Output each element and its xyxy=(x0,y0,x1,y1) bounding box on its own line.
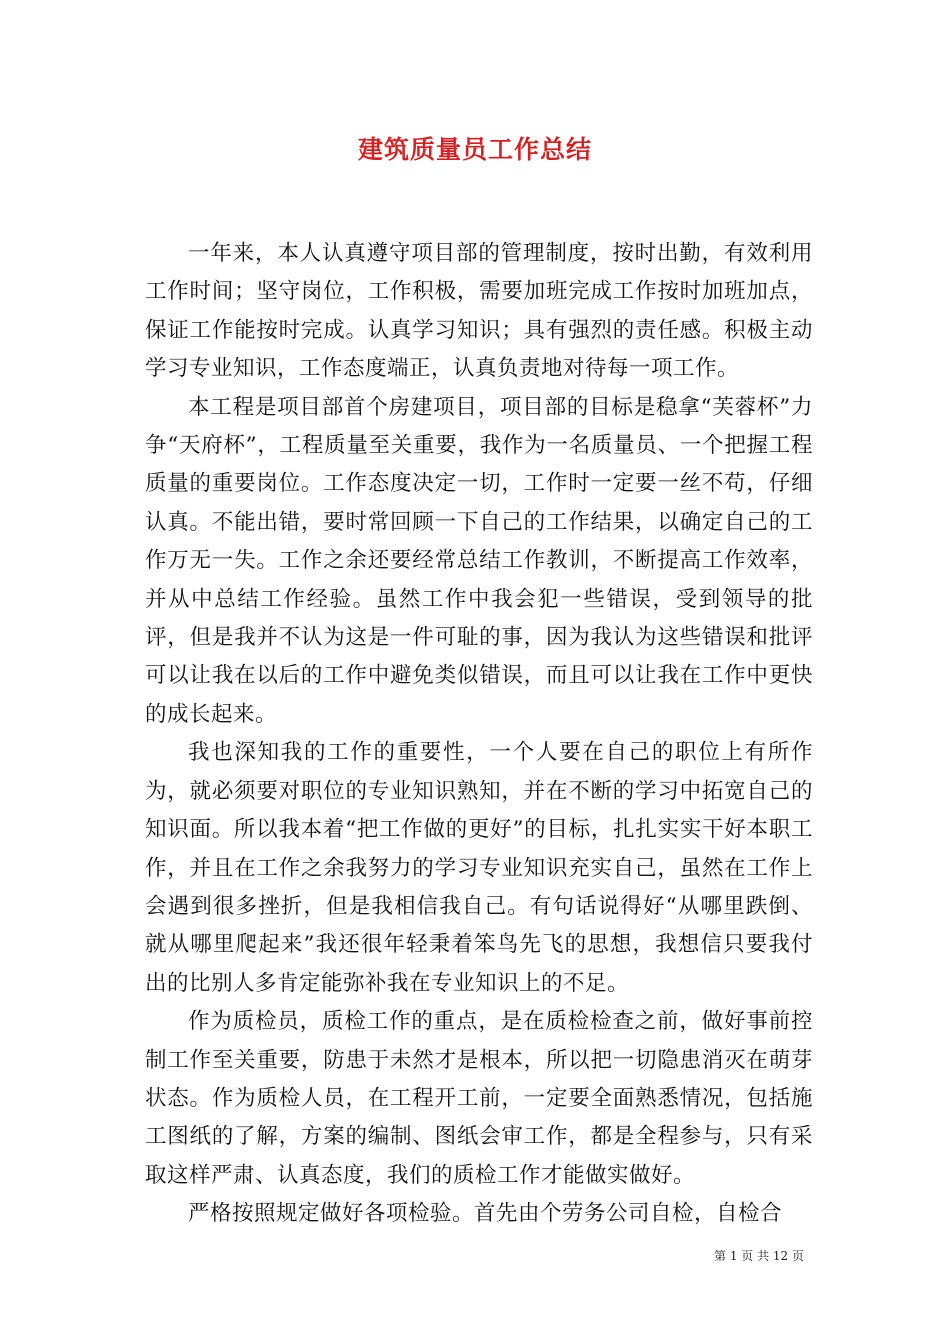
paragraph-2: 本工程是项目部首个房建项目，项目部的目标是稳拿“芙蓉杯”力争“天府杯”，工程质量至关重要，我作为一名质量员、一个把握工程质量的重要岗位。工作态度决定一切，工作时一定要一丝不苟，仔细认真。不能出错，要时常回顾一下自己的工作结果，以确定自己的工作万无一失。工作之余还要经常总结工作教训，不断提高工作效率，并从中总结工作经验。虽然工作中我会犯一些错误，受到领导的批评，但是我并不认为这是一件可耻的事，因为我认为这些错误和批评可以让我在以后的工作中避免类似错误，而且可以让我在工作中更快的成长起来。 xyxy=(145,394,813,727)
paragraph-5: 严格按照规定做好各项检验。首先由个劳务公司自检，自检合 xyxy=(188,1201,783,1227)
page-number-footer: 第 1 页 共 12 页 xyxy=(714,1249,804,1263)
paragraph-1: 一年来，本人认真遵守项目部的管理制度，按时出勤，有效利用工作时间；坚守岗位，工作积极，需要加班完成工作按时加班加点，保证工作能按时完成。认真学习知识；具有强烈的责任感。积极主动学习专业知识，工作态度端正，认真负责地对待每一项工作。 xyxy=(145,241,813,382)
document-title: 建筑质量员工作总结 xyxy=(357,135,592,164)
paragraph-3: 我也深知我的工作的重要性，一个人要在自己的职位上有所作为，就必须要对职位的专业知识熟知，并在不断的学习中拓宽自己的知识面。所以我本着“把工作做的更好”的目标，扎扎实实干好本职工作，并且在工作之余我努力的学习专业知识充实自己，虽然在工作上会遇到很多挫折，但是我相信我自己。有句话说得好“从哪里跌倒、就从哪里爬起来”我还很年轻秉着笨鸟先飞的思想，我想信只要我付出的比别人多肯定能弥补我在专业知识上的不足。 xyxy=(145,740,813,996)
document-body xyxy=(145,235,813,1234)
paragraph-4: 作为质检员，质检工作的重点，是在质检检查之前，做好事前控制工作至关重要，防患于未然才是根本，所以把一切隐患消灭在萌芽状态。作为质检人员，在工程开工前，一定要全面熟悉情况，包括施工图纸的了解，方案的编制、图纸会审工作，都是全程参与，只有采取这样严肃、认真态度，我们的质检工作才能做实做好。 xyxy=(145,1009,813,1188)
